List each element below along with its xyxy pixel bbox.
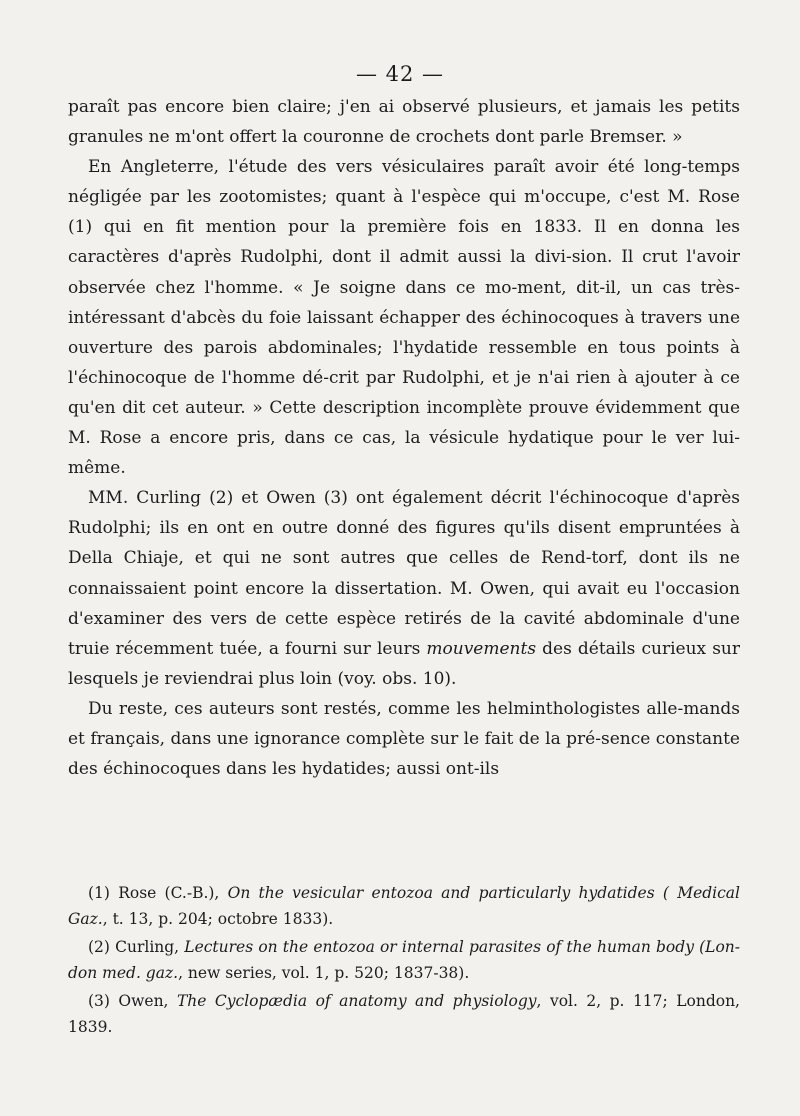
footnote-1-text-b: , t. 13, p. 204; octobre 1833). (102, 910, 334, 928)
page-number: — 42 — (355, 62, 445, 86)
paragraph-3-text-b: des détails curieux sur lesquels je reviendrai plus loin (voy. obs. 10). (68, 638, 740, 689)
paragraph-3-text-a: MM. Curling (2) et Owen (3) ont également décrit l'échinocoque d'après Rudolphi; ils en ont en outre donné des figures qu'ils disent empruntées à Della Chiaje, et qui ne sont autres que celles de Rend-torf, dont ils ne connaissaient point encore la dissertation. M. Owen, qui avait eu l'occasion d'examiner des vers de cette espèce retirés de la cavité abdominale d'une truie récemment tuée, a fourni sur leurs (68, 488, 740, 659)
footnote-3-text-b: , vol. 2, p. 117; London, 1839. (68, 992, 740, 1036)
footnote-1-title: On the vesicular entozoa and particularly hydatides ( Medical Gaz. (68, 884, 740, 928)
footnote-1-text-a: (1) Rose (C.-B.), (88, 884, 228, 902)
footnote-2 (68, 934, 740, 986)
paragraph-4: Du reste, ces auteurs sont restés, comme les helminthologistes alle-mands et français, dans une ignorance complète sur le fait de la pré-sence constante des échinocoques dans les hydatides; aussi ont-ils (68, 698, 740, 780)
footnote-2-text-a: (2) Curling, (88, 938, 185, 956)
footnote-2-title: Lectures on the entozoa or internal parasites of the human body (Lon-don med. gaz. (68, 938, 740, 982)
footnote-3-title: The Cyclopædia of anatomy and physiology (176, 992, 537, 1010)
paragraph-2: En Angleterre, l'étude des vers vésiculaires paraît avoir été long-temps négligée par les zootomistes; quant à l'espèce qui m'occupe, c'est M. Rose (1) qui en fit mention pour la première fois en 1833. Il en donna les caractères d'après Rudolphi, dont il admit aussi la divi-sion. Il crut l'avoir observée chez l'homme. « Je soigne dans ce mo-ment, dit-il, un cas très-intéressant d'abcès du foie laissant échapper des échinocoques à travers une ouverture des parois abdominales; l'hydatide ressemble en tous points à l'échinocoque de l'homme dé-crit par Rudolphi, et je n'ai rien à ajouter à ce qu'en dit cet auteur. » Cette description incomplète prouve évidemment que M. Rose a encore pris, dans ce cas, la vésicule hydatique pour le ver lui-même. (68, 157, 740, 479)
footnote-2-text-b: , new series, vol. 1, p. 520; 1837-38). (178, 964, 470, 982)
footnote-3-text-a: (3) Owen, (88, 992, 177, 1010)
paragraph-1: paraît pas encore bien claire; j'en ai observé plusieurs, et jamais les petits granules ne m'ont offert la couronne de crochets dont parle Bremser. » (68, 97, 740, 148)
footnote-3 (68, 988, 740, 1040)
paragraph-3-italic: mouvements (426, 638, 537, 659)
body-text (68, 92, 740, 784)
footnote-1 (68, 880, 740, 932)
footnotes (68, 880, 740, 1040)
paragraph-3 (68, 483, 740, 694)
